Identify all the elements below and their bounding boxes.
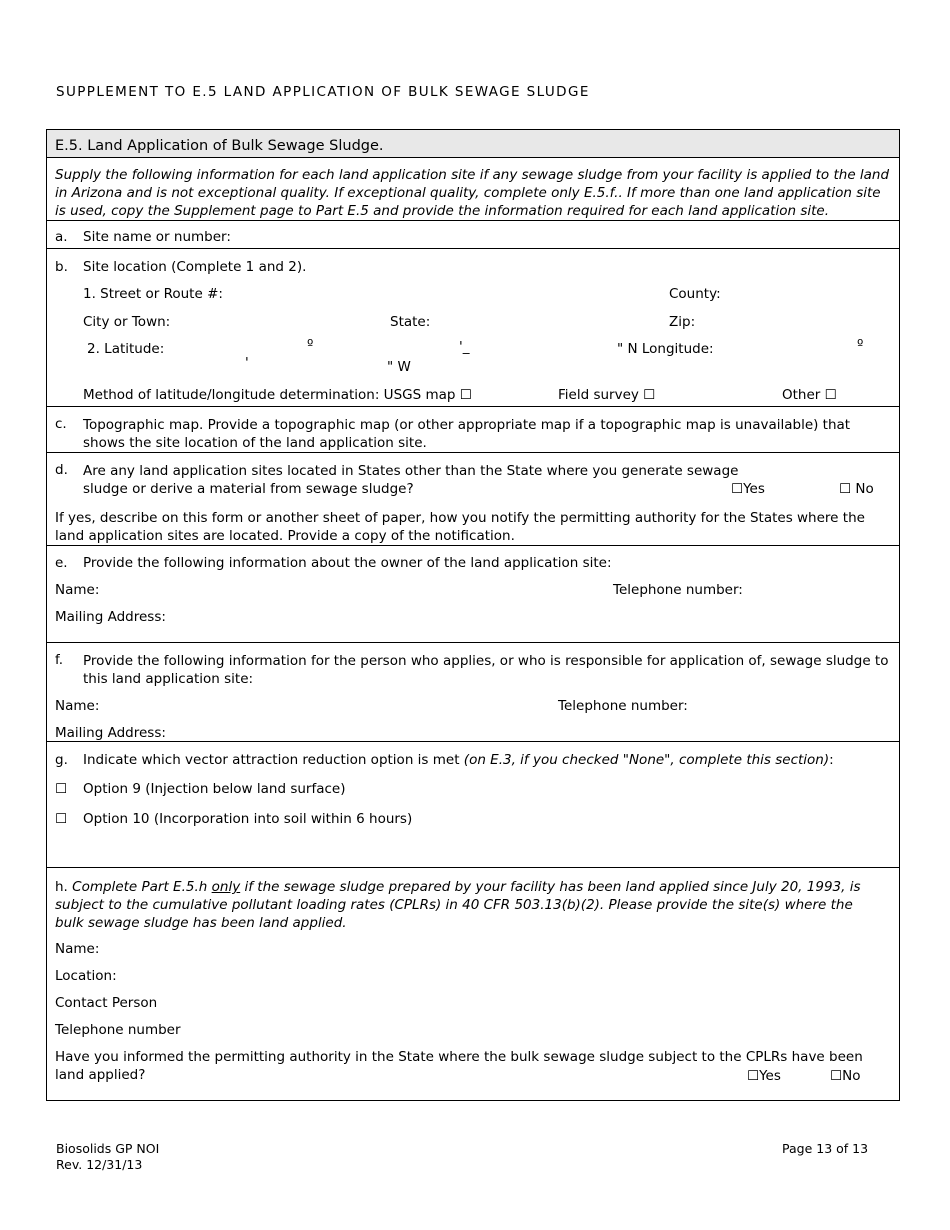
field-survey-label: Field survey xyxy=(558,387,639,403)
form-e5 xyxy=(46,129,900,1101)
item-letter: h. xyxy=(55,879,68,895)
applier-info-text: Provide the following information for the person who applies, or who is responsible for application of, sewage sludge to this land application site: xyxy=(83,653,889,687)
row-b xyxy=(47,249,899,407)
field-survey-option xyxy=(558,387,655,404)
owner-info-text: Provide the following information about the owner of the land application site: xyxy=(83,555,612,571)
notification-note: If yes, describe on this form or another sheet of paper, how you notify the permitting authority for the States where the land application sites are located. Provide a copy of the notification. xyxy=(55,510,865,544)
cplr-yes-checkbox[interactable]: ☐Yes xyxy=(747,1068,781,1084)
cplr-location-label: Location: xyxy=(55,968,117,984)
item-letter: f. xyxy=(55,652,64,668)
other-states-question: Are any land application sites located in States other than the State where you generate sewage sludge or derive a material from sewage sludge? xyxy=(83,463,739,497)
vector-attraction-note: (on E.3, if you checked "None", complete this section) xyxy=(463,752,830,768)
degree-symbol: º xyxy=(857,337,864,353)
cplr-name-label: Name: xyxy=(55,941,100,957)
item-letter: b. xyxy=(55,259,68,275)
cplr-intro-only: only xyxy=(211,879,241,895)
cplr-intro xyxy=(55,878,885,932)
degree-symbol: º xyxy=(307,337,314,353)
option-9-checkbox[interactable]: ☐ xyxy=(55,781,68,797)
other-checkbox[interactable]: ☐ xyxy=(824,387,837,403)
intro-row xyxy=(47,158,899,221)
item-letter: a. xyxy=(55,229,68,245)
section-title-row xyxy=(47,130,899,158)
state-label: State: xyxy=(390,314,431,330)
latitude-label: 2. Latitude: xyxy=(87,341,165,357)
owner-name-label: Name: xyxy=(55,582,100,598)
zip-label: Zip: xyxy=(669,314,696,330)
colon: : xyxy=(829,752,834,768)
intro-text: Supply the following information for each land application site if any sewage sludge from your facility is applied to the land in Arizona and is not exceptional quality. If exceptional quality, complete only E.5.f.. If more than one land application site is used, copy the Supplement page to Part E.5 and provide the information required for each land application site. xyxy=(55,167,890,219)
row-f xyxy=(47,643,899,742)
row-a xyxy=(47,221,899,249)
footer-page: Page 13 of 13 xyxy=(782,1141,869,1156)
minute-symbol: '_ xyxy=(459,339,470,355)
applier-name-label: Name: xyxy=(55,698,100,714)
site-name-label: Site name or number: xyxy=(83,229,231,245)
street-label: 1. Street or Route #: xyxy=(83,286,223,302)
method-text xyxy=(83,387,472,404)
footer-doc: Biosolids GP NOI xyxy=(56,1141,160,1156)
row-g xyxy=(47,742,899,868)
row-c xyxy=(47,407,899,453)
field-survey-checkbox[interactable]: ☐ xyxy=(643,387,656,403)
cplr-intro-b: if the sewage sludge prepared by your facility has been land applied since July 20, 1993, is subject to the cumulative pollutant loading rates (CPLRs) in 40 CFR 503.13(b)(2). Please provide the site(s) where the bulk sewage sludge has been land applied. xyxy=(55,879,861,931)
vector-attraction-label: Indicate which vector attraction reduction option is met xyxy=(83,752,460,768)
item-letter: e. xyxy=(55,555,68,571)
cplr-no-checkbox[interactable]: ☐No xyxy=(830,1068,861,1084)
footer-rev: Rev. 12/31/13 xyxy=(56,1157,143,1172)
option-10-label: Option 10 (Incorporation into soil within 6 hours) xyxy=(83,811,413,827)
vector-attraction-text xyxy=(83,752,834,769)
cplr-phone-label: Telephone number xyxy=(55,1022,181,1038)
longitude-label: " N Longitude: xyxy=(617,341,714,357)
row-h xyxy=(47,868,899,1100)
city-label: City or Town: xyxy=(83,314,171,330)
item-letter: g. xyxy=(55,752,68,768)
county-label: County: xyxy=(669,286,721,302)
page-heading: SUPPLEMENT TO E.5 LAND APPLICATION OF BULK SEWAGE SLUDGE xyxy=(56,84,590,100)
section-title: E.5. Land Application of Bulk Sewage Sludge. xyxy=(55,138,384,154)
other-option xyxy=(782,387,837,404)
yes-checkbox[interactable]: ☐Yes xyxy=(731,481,765,497)
option-10-checkbox[interactable]: ☐ xyxy=(55,811,68,827)
row-d xyxy=(47,453,899,546)
owner-address-label: Mailing Address: xyxy=(55,609,166,625)
method-label: Method of latitude/longitude determination: USGS map xyxy=(83,387,456,403)
cplr-question: Have you informed the permitting authority in the State where the bulk sewage sludge subject to the CPLRs have been land applied? xyxy=(55,1049,863,1083)
applier-phone-label: Telephone number: xyxy=(558,698,688,714)
item-letter: d. xyxy=(55,462,68,478)
minute-symbol: ' xyxy=(245,355,249,371)
west-symbol: " W xyxy=(387,359,411,375)
topographic-map-text: Topographic map. Provide a topographic map (or other appropriate map if a topographic map is unavailable) that shows the site location of the land application site. xyxy=(83,417,851,451)
owner-phone-label: Telephone number: xyxy=(613,582,743,598)
option-9-label: Option 9 (Injection below land surface) xyxy=(83,781,346,797)
cplr-intro-a: Complete Part E.5.h xyxy=(72,879,208,895)
row-e xyxy=(47,546,899,643)
no-checkbox[interactable]: ☐ No xyxy=(839,481,874,497)
other-label: Other xyxy=(782,387,821,403)
cplr-contact-label: Contact Person xyxy=(55,995,158,1011)
site-location-label: Site location (Complete 1 and 2). xyxy=(83,259,307,275)
usgs-map-checkbox[interactable]: ☐ xyxy=(459,387,472,403)
applier-address-label: Mailing Address: xyxy=(55,725,166,741)
item-letter: c. xyxy=(55,416,67,432)
